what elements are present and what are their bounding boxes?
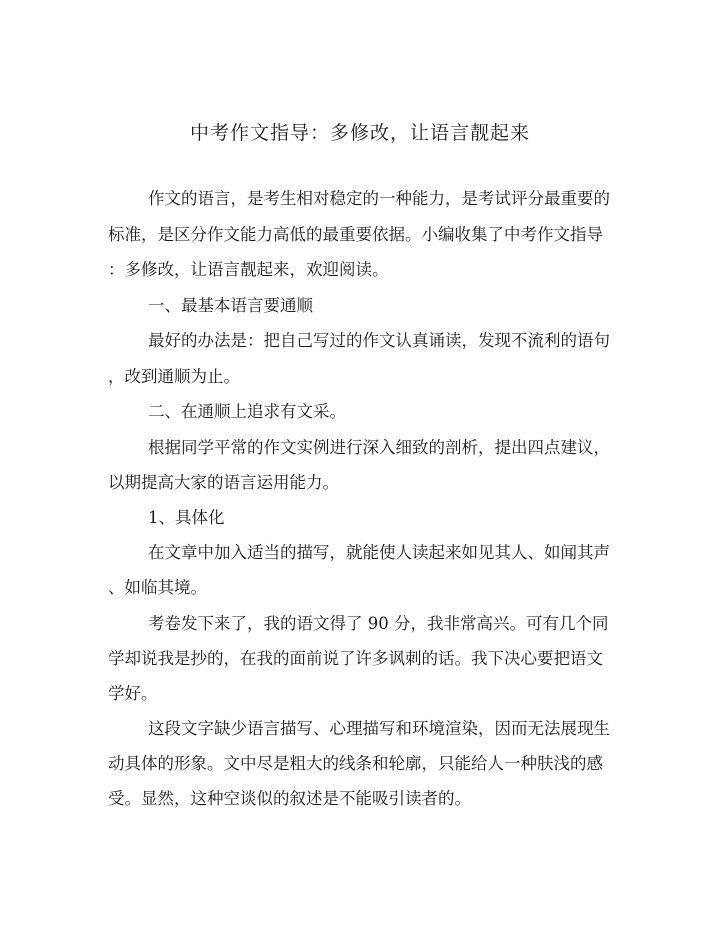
paragraph-line: 作文的语言，是考生相对稳定的一种能力，是考试评分最重要的 — [148, 189, 610, 208]
paragraph-line: ：多修改，让语言靓起来，欢迎阅读。 — [108, 260, 389, 279]
subsection-heading: 1、具体化 — [148, 508, 225, 527]
paragraph-line: 在文章中加入适当的描写，就能使人读起来如见其人、如闻其声 — [148, 543, 610, 562]
paragraph-line: 这段文字缺少语言描写、心理描写和环境渲染，因而无法展现生 — [148, 719, 610, 738]
paragraph-line: 、如临其境。 — [108, 578, 207, 597]
paragraph-line: 最好的办法是：把自己写过的作文认真诵读，发现不流利的语句 — [148, 331, 610, 350]
paragraph-line: 动具体的形象。文中尽是粗大的线条和轮廓，只能给人一种肤浅的感 — [108, 754, 603, 773]
paragraph-line: ，改到通顺为止。 — [108, 367, 240, 386]
paragraph-line: 标准，是区分作文能力高低的最重要依据。小编收集了中考作文指导 — [108, 225, 603, 244]
paragraph-line: 考卷发下来了，我的语文得了 90 分，我非常高兴。可有几个同 — [148, 614, 609, 633]
paragraph-line: 以期提高大家的语言运用能力。 — [108, 473, 339, 492]
paragraph-line: 学好。 — [108, 684, 158, 703]
paragraph-line: 受。显然，这种空谈似的叙述是不能吸引读者的。 — [108, 789, 471, 808]
section-heading: 一、最基本语言要通顺 — [148, 296, 313, 315]
document-title: 中考作文指导：多修改，让语言靓起来 — [189, 122, 530, 144]
paragraph-line: 根据同学平常的作文实例进行深入细致的剖析，提出四点建议， — [148, 438, 610, 457]
paragraph-line: 学却说我是抄的，在我的面前说了许多讽刺的话。我下决心要把语文 — [108, 649, 603, 668]
section-heading: 二、在通顺上追求有文采。 — [148, 402, 346, 421]
